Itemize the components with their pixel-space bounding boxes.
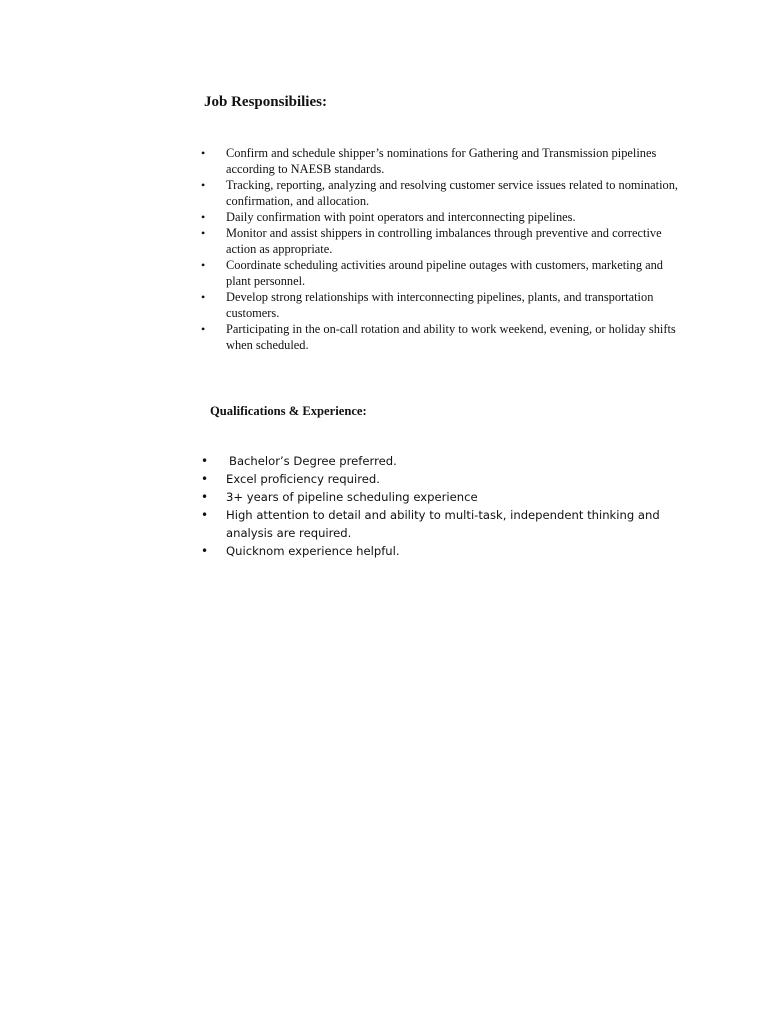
list-item <box>200 177 680 209</box>
list-item <box>200 145 680 177</box>
bullet-icon: • <box>201 472 209 486</box>
list-item <box>200 257 680 289</box>
bullet-icon: • <box>201 290 206 304</box>
list-item-text: Bachelor’s Degree preferred. <box>229 454 397 468</box>
list-item-text: High attention to detail and ability to multi-task, independent thinking and analysis are required. <box>226 508 660 540</box>
bullet-icon: • <box>201 226 206 240</box>
list-item-text: Coordinate scheduling activities around pipeline outages with customers, marketing and plant personnel. <box>226 258 664 288</box>
list-item-text: 3+ years of pipeline scheduling experience <box>226 490 478 504</box>
list-item <box>200 506 680 542</box>
list-item <box>200 470 680 488</box>
list-item <box>200 289 680 321</box>
qualifications-list <box>200 452 680 560</box>
list-item-text: Participating in the on-call rotation and ability to work weekend, evening, or holiday shifts when scheduled. <box>226 322 676 352</box>
list-item-text: Tracking, reporting, analyzing and resolving customer service issues related to nomination, confirmation, and allocation. <box>226 178 679 208</box>
list-item-text: Quicknom experience helpful. <box>226 544 400 558</box>
bullet-icon: • <box>201 258 206 272</box>
bullet-icon: • <box>201 146 206 160</box>
list-item <box>200 209 680 225</box>
bullet-icon: • <box>201 322 206 336</box>
job-responsibilities-heading: Job Responsibilies: <box>204 94 327 110</box>
qualifications-heading <box>210 402 367 420</box>
qualifications-heading-text: Qualifications & Experience <box>210 404 363 418</box>
list-item <box>200 321 680 353</box>
list-item <box>200 542 680 560</box>
list-item-text: Develop strong relationships with interconnecting pipelines, plants, and transportation customers. <box>226 290 654 320</box>
qualifications-heading-colon: : <box>362 404 367 418</box>
bullet-icon: • <box>201 178 206 192</box>
list-item-text: Confirm and schedule shipper’s nominations for Gathering and Transmission pipelines according to NAESB standards. <box>226 146 657 176</box>
bullet-icon: • <box>201 508 209 522</box>
list-item <box>200 225 680 257</box>
bullet-icon: • <box>201 490 209 504</box>
bullet-icon: • <box>201 544 209 558</box>
list-item-text: Daily confirmation with point operators and interconnecting pipelines. <box>226 210 576 224</box>
bullet-icon: • <box>201 454 209 468</box>
list-item <box>200 488 680 506</box>
list-item-text: Excel proficiency required. <box>226 472 380 486</box>
list-item-text: Monitor and assist shippers in controlling imbalances through preventive and corrective action as appropriate. <box>226 226 662 256</box>
bullet-icon: • <box>201 210 206 224</box>
list-item <box>200 452 680 470</box>
job-responsibilities-list <box>200 145 680 353</box>
